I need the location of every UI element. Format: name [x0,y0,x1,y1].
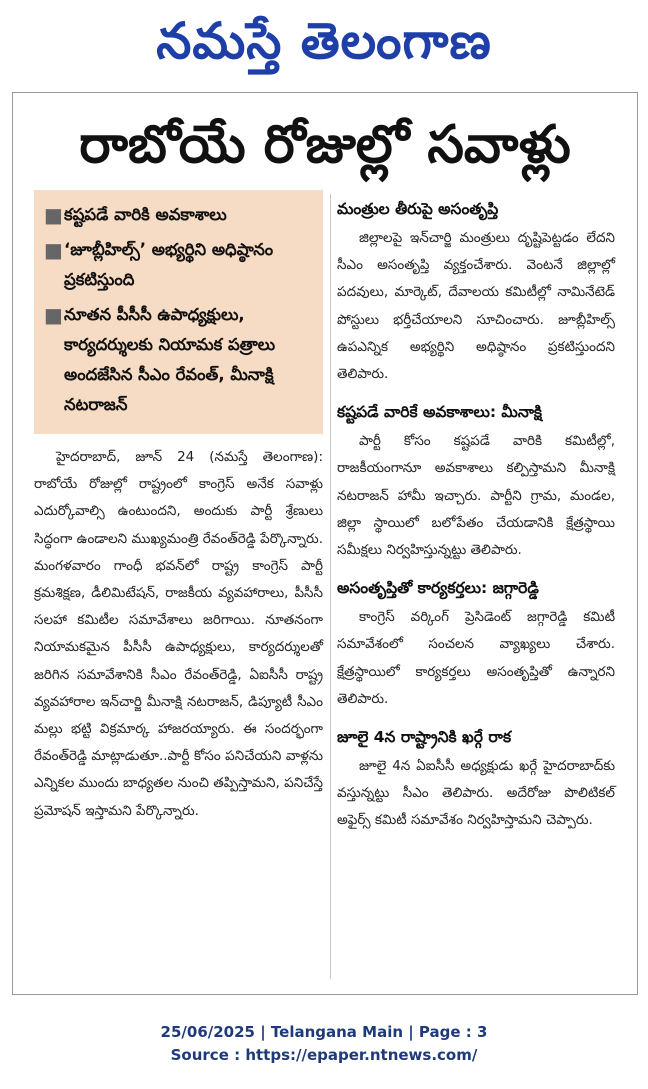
highlight-item [44,300,313,420]
highlight-text: కష్టపడే వారికి అవకాశాలు [64,205,227,224]
subsection-body: పార్టీ కోసం కష్టపడే వారికి కమిటీల్లో, రాజకీయంగానూ అవకాశాలు కల్పిస్తామని మీనాక్షి నటరాజన్ హామీ ఇచ్చారు. పార్టీని గ్రామ, మండల, జిల్లా స్థాయిలో బలోపేతం చేయడానికి క్షేత్రస్థాయి సమీక్షలు నిర్వహిస్తున్నట్టు తెలిపారు. [337,433,615,559]
article-body-lead: హైదరాబాద్, జూన్ 24 (నమస్తే తెలంగాణ): రాబోయే రోజుల్లో రాష్ట్రంలో కాంగ్రెస్ అనేక సవాళ్లు ఎదుర్కోవాల్సి ఉంటుందని, అందుకు పార్టీ శ్రేణులు సిద్ధంగా ఉండాలని ముఖ్యమంత్రి రేవంత్‌రెడ్డి పేర్కొన్నారు. మంగళవారం గాంధీ భవన్‌లో రాష్ట్ర కాంగ్రెస్ పార్టీ క్రమశిక్షణ, డీలిమిటేషన్, రాజకీయ వ్యవహారాలు, పీసీసీ సలహా కమిటీల సమావేశాలు జరిగాయి. నూతనంగా నియామకమైన పీసీసీ ఉపాధ్యక్షులు, కార్యదర్శులతో జరిగిన సమావేశానికి సీఎం రేవంత్‌రెడ్డి, ఏఐసీసీ రాష్ట్ర వ్యవహారాల ఇన్‌చార్జి మీనాక్షి నటరాజన్, డిప్యూటీ సీఎం మల్లు భట్టి విక్రమార్క హాజరయ్యారు. ఈ సందర్భంగా రేవంత్‌రెడ్డి మాట్లాడుతూ..పార్టీ కోసం పనిచేయని వాళ్లను ఎన్నికల ముందు బాధ్యతల నుంచి తప్పిస్తామని, పనిచేస్తే ప్రమోషన్ ఇస్తామని పేర్కొన్నారు. [34,449,323,819]
newspaper-masthead: నమస్తే తెలంగాణ [156,11,492,70]
right-column [337,195,615,845]
highlight-item [44,200,313,230]
subsection-body: జూలై 4న ఏఐసీసీ అధ్యక్షుడు ఖర్గే హైదరాబాద్‌కు వస్తున్నట్టు సీఎం తెలిపారు. అదేరోజు పొలిటికల్ అఫైర్స్ కమిటీ సమావేశం నిర్వహిస్తామని చెప్పారు. [337,758,615,829]
subsection-body: జిల్లాలపై ఇన్‌చార్జి మంత్రులు దృష్టిపెట్టడం లేదని సీఎం అసంతృప్తి వ్యక్తంచేశారు. వెంటనే జిల్లాల్లో పదవులు, మార్కెట్, దేవాలయ కమిటీల్లో నామినేటెడ్ పోస్టులు భర్తీచేయాలని సూచించారు. జూబ్లీహిల్స్ ఉపఎన్నిక అభ్యర్థిని అధిష్ఠానం ప్రకటిస్తుందని తెలిపారు. [337,230,615,383]
article-headline: రాబోయే రోజుల్లో సవాళ్లు [79,115,571,175]
subsection-ministers [337,195,615,388]
bullet-icon: ■ [44,203,63,227]
highlight-item [44,235,313,295]
subsection-heading: జూలై 4న రాష్ట్రానికి ఖర్గే రాక [337,728,512,747]
subsection-heading: మంత్రుల తీరుపై అసంతృప్తి [337,200,499,218]
subsection-heading: అసంతృప్తితో కార్యకర్తలు: జగ్గారెడ్డి [337,579,539,598]
highlight-text: ‘జూబ్లీహిల్స్’ అభ్యర్థిని అధిష్ఠానం ప్రకటిస్తుంది [64,240,274,289]
column-divider [330,194,331,979]
bullet-icon: ■ [44,303,63,327]
subsection-heading: కష్టపడే వారికే అవకాశాలు: మీనాక్షి [337,403,543,422]
footer-date-line: 25/06/2025 | Telangana Main | Page : 3 [160,1023,488,1041]
subsection-jaggareddy [337,574,615,713]
subsection-meenakshi [337,398,615,564]
highlight-text: నూతన పీసీసీ ఉపాధ్యక్షులు, కార్యదర్శులకు నియామక పత్రాలు అందజేసిన సీఎం రేవంత్, మీనాక్షి నటరాజన్ [64,305,276,414]
footer-source-line: Source : https://epaper.ntnews.com/ [170,1046,478,1064]
subsection-kharge [337,723,615,835]
bullet-icon: ■ [44,238,63,262]
subsection-body: కాంగ్రెస్ వర్కింగ్ ప్రెసిడెంట్ జగ్గారెడ్డి కమిటీ సమావేశంలో సంచలన వ్యాఖ్యలు చేశారు. క్షేత్రస్థాయిలో కార్యకర్తలు అసంతృప్తితో ఉన్నారని తెలిపారు. [337,609,615,707]
left-column [34,444,323,825]
highlights-box [34,190,323,434]
